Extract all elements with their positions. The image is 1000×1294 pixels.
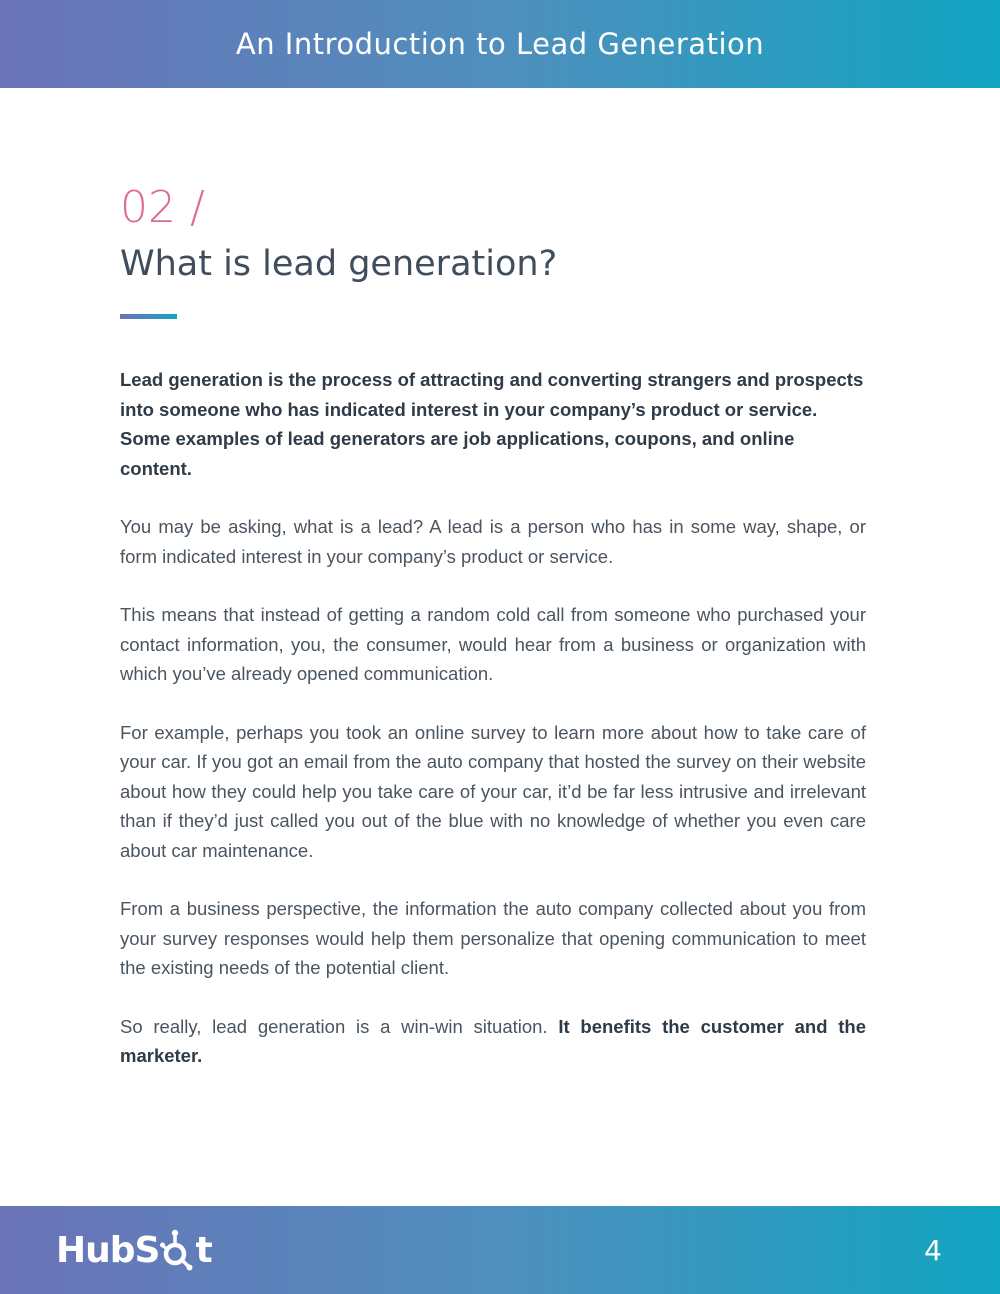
paragraph-instead: This means that instead of getting a random cold call from someone who purchased your contact information, you, the consumer, would hear from a business or organization with which you’ve already opened communication. [120, 604, 866, 684]
conclusion-text: So really, lead generation is a win-win situation. [120, 1015, 559, 1037]
paragraph-example: For example, perhaps you took an online survey to learn more about how to take care of your car. If you got an email from the auto company that hosted the survey on their website about how they could help you take care of your car, it’d be far less intrusive and irrelevant than if they’d just called you out of the blue with no knowledge of whether you even care about car maintenance. [120, 721, 866, 861]
body-text [120, 365, 866, 1071]
page-number: 4 [924, 1234, 942, 1267]
conclusion-emphasis: It benefits the customer and the marketer. [120, 1015, 866, 1066]
main-content [120, 180, 866, 1100]
section-number: 02 / [120, 182, 205, 233]
hubspot-logo [56, 1226, 212, 1274]
header-banner [0, 0, 1000, 88]
footer-banner [0, 1206, 1000, 1294]
paragraph-conclusion [120, 1012, 866, 1071]
sprocket-icon [160, 1228, 194, 1272]
document-title: An Introduction to Lead Generation [235, 27, 765, 61]
intro-paragraph: Lead generation is the process of attracting and converting strangers and prospects into someone who has indicated interest in your company’s product or service. Some examples of lead generators are job applications, coupons, and online content. [120, 369, 864, 479]
logo-text-prefix: HubS [56, 1229, 160, 1271]
accent-divider [120, 314, 177, 319]
logo-text-suffix: t [195, 1229, 212, 1271]
section-title: What is lead generation? [120, 244, 558, 284]
paragraph-business-perspective: From a business perspective, the information the auto company collected about you from your survey responses would help them personalize that opening communication to meet the existing needs of the potential client. [120, 898, 866, 978]
paragraph-what-is-lead: You may be asking, what is a lead? A lead is a person who has in some way, shape, or form indicated interest in your company’s product or service. [120, 516, 866, 567]
